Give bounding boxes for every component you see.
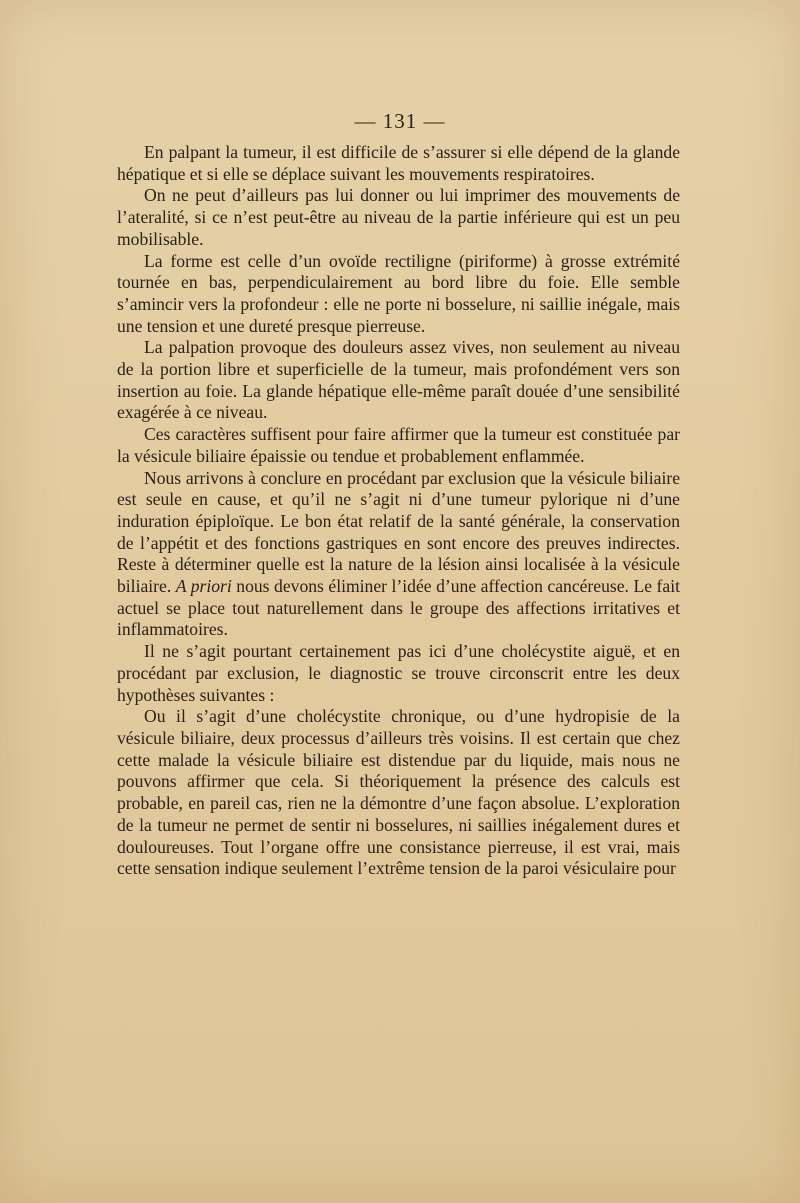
paragraph: Il ne s’agit pourtant certainement pas ici d’une cholécystite aiguë, et en procédant par exclusion, le diagnostic se trouve circonscrit entre les deux hypothèses suivantes : (117, 641, 680, 705)
paragraph: On ne peut d’ailleurs pas lui donner ou lui imprimer des mouvements de l’ateralité, si ce n’est peut-être au niveau de la partie inférieure qui est un peu mobilisable. (117, 185, 680, 249)
paragraph: La forme est celle d’un ovoïde rectiligne (piriforme) à grosse extrémité tournée en bas, perpendiculairement au bord libre du foie. Elle semble s’amincir vers la profondeur : elle ne porte ni bosselure, ni saillie inégale, mais une tension et une dureté presque pierreuse. (117, 250, 680, 336)
paragraph: En palpant la tumeur, il est difficile de s’assurer si elle dépend de la glande hépatique et si elle se déplace suivant les mouvements respiratoires. (117, 142, 680, 184)
italic-phrase: A priori (175, 576, 232, 597)
paragraph: Ces caractères suffisent pour faire affirmer que la tumeur est constituée par la vésicule biliaire épaissie ou tendue et probablement enflammée. (117, 424, 680, 466)
paragraph-text: nous devons éliminer l’idée d’une affection cancéreuse. Le fait actuel se place tout naturellement dans le groupe des affections irritatives et inflammatoires. (117, 576, 680, 640)
paragraph (117, 468, 680, 642)
paragraph-text: Nous arrivons à conclure en procédant par exclusion que la vésicule biliaire est seule en cause, et qu’il ne s’agit ni d’une tumeur pylorique ni d’une induration épiploïque. Le bon état relatif de la santé générale, la conservation de l’appétit et des fonctions gastriques en sont encore des preuves indirectes. Reste à déterminer quelle est la nature de la lésion ainsi localisée à la vésicule biliaire. (117, 467, 680, 597)
page-number: — 131 — (354, 109, 446, 133)
paragraph: La palpation provoque des douleurs assez vives, non seulement au niveau de la portion libre et superficielle de la tumeur, mais profondément vers son insertion au foie. La glande hépatique elle-même paraît douée d’une sensibilité exagérée à ce niveau. (117, 337, 680, 423)
paragraph: Ou il s’agit d’une cholécystite chronique, ou d’une hydropisie de la vésicule biliaire, deux processus d’ailleurs très voisins. Il est certain que chez cette malade la vésicule biliaire est distendue par du liquide, mais nous ne pouvons affirmer que cela. Si théoriquement la présence des calculs est probable, en pareil cas, rien ne la démontre d’une façon absolue. L’exploration de la tumeur ne permet de sentir ni bosselures, ni saillies inégalement dures et douloureuses. Tout l’organe offre une consistance pierreuse, il est vrai, mais cette sensation indique seulement l’extrême tension de la paroi vésiculaire pour (117, 706, 680, 879)
body-text (117, 142, 680, 880)
